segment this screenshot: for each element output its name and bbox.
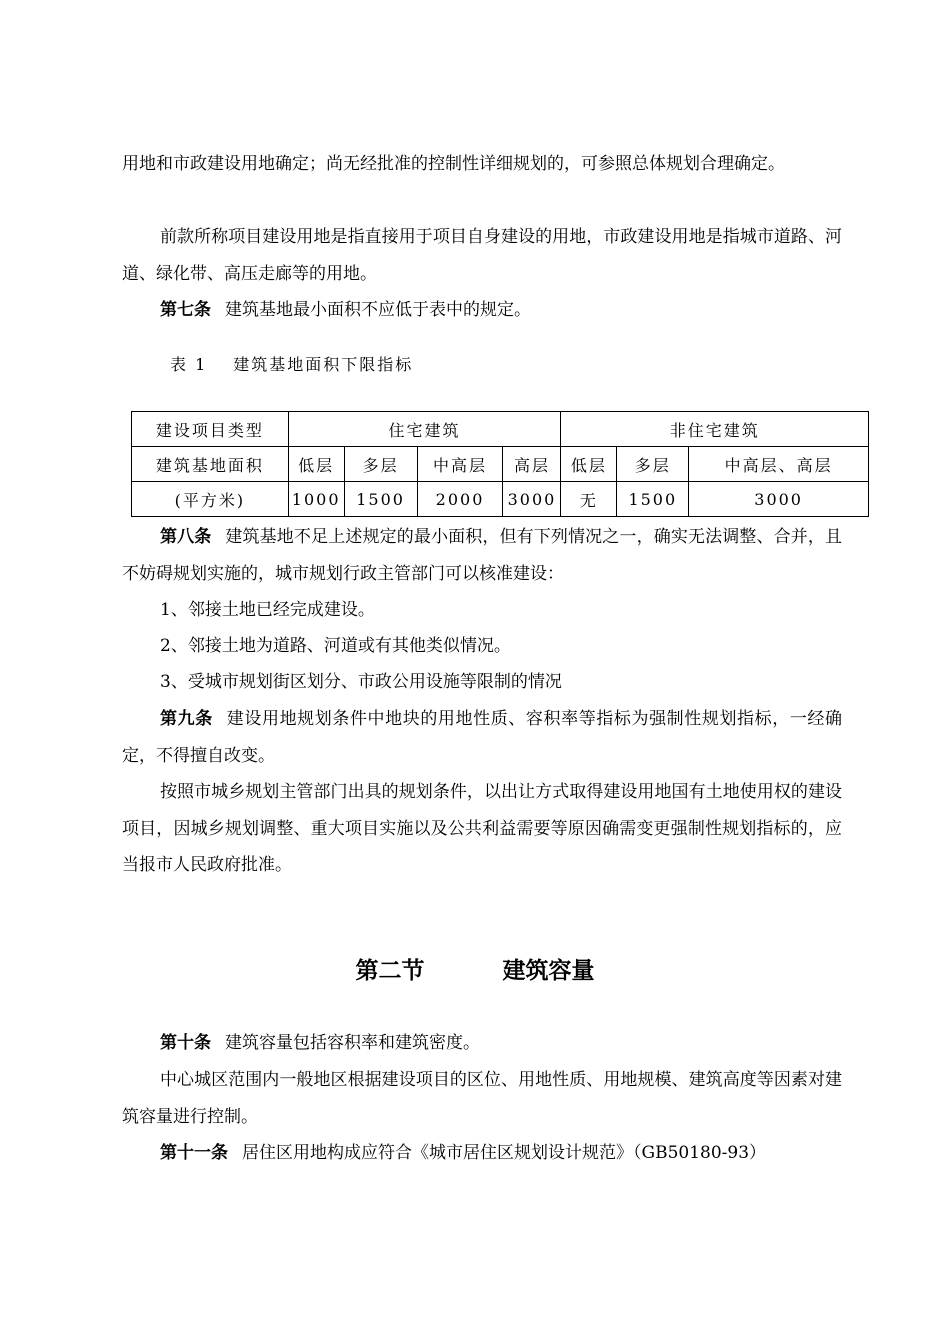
- table-cell: 1000: [288, 482, 344, 517]
- table-cell: 1500: [344, 482, 417, 517]
- header-non-residential: 非住宅建筑: [561, 412, 869, 447]
- article-9: [122, 701, 842, 774]
- section-number: 第二节: [355, 957, 425, 984]
- table-values-row: [132, 482, 869, 517]
- table-caption-number: 表 1: [170, 355, 208, 374]
- section-title-text: 建筑容量: [502, 957, 595, 984]
- min-site-area-table: [131, 411, 869, 517]
- article-10-text: 建筑容量包括容积率和建筑密度。: [225, 1033, 480, 1053]
- article-7-label: 第七条: [160, 300, 211, 320]
- list-item: 3、受城市规划街区划分、市政公用设施等限制的情况: [160, 672, 562, 692]
- article-11-text: 居住区用地构成应符合《城市居住区规划设计规范》（GB50180-93）: [242, 1143, 767, 1163]
- table-cell: 2000: [417, 482, 503, 517]
- section-heading: [0, 952, 950, 985]
- article-11: [122, 1135, 842, 1172]
- paragraph-mandatory-indicators: 按照市城乡规划主管部门出具的规划条件，以出让方式取得建设用地国有土地使用权的建设项目，因城乡规划调整、重大项目实施以及公共利益需要等原因确需变更强制性规划指标的，应当报市人民政府批准。: [122, 782, 842, 875]
- table-subheader-row: [132, 447, 869, 482]
- table-cell: 高层: [503, 447, 561, 482]
- article-8: [122, 519, 842, 592]
- header-project-type: 建设项目类型: [132, 412, 289, 447]
- table-cell: 无: [561, 482, 617, 517]
- table-cell: 多层: [344, 447, 417, 482]
- paragraph-continued: 用地和市政建设用地确定；尚无经批准的控制性详细规划的，可参照总体规划合理确定。: [122, 154, 785, 174]
- table-cell: 中高层: [417, 447, 503, 482]
- table-caption-title: 建筑基地面积下限指标: [233, 355, 414, 374]
- article-8-label: 第八条: [160, 527, 212, 547]
- table-cell: 3000: [503, 482, 561, 517]
- table-cell: 3000: [689, 482, 869, 517]
- article-8-text: 建筑基地不足上述规定的最小面积，但有下列情况之一，确实无法调整、合并，且不妨碍规划实施的，城市规划行政主管部门可以核准建设：: [122, 527, 843, 584]
- row-label-site-area: 建筑基地面积: [132, 447, 289, 482]
- article-11-label: 第十一条: [160, 1143, 228, 1163]
- article-7: [122, 292, 842, 329]
- row-label-unit: (平方米): [132, 482, 289, 517]
- table-cell: 低层: [288, 447, 344, 482]
- table-caption: [170, 352, 413, 375]
- table-cell: 低层: [561, 447, 617, 482]
- table-cell: 中高层、高层: [689, 447, 869, 482]
- table-cell: 多层: [617, 447, 689, 482]
- paragraph-project-land: 前款所称项目建设用地是指直接用于项目自身建设的用地，市政建设用地是指城市道路、河道、绿化带、高压走廊等的用地。: [122, 227, 842, 284]
- article-10: [122, 1025, 842, 1062]
- table-header-row: [132, 412, 869, 447]
- article-9-text: 建设用地规划条件中地块的用地性质、容积率等指标为强制性规划指标，一经确定，不得擅自改变。: [122, 709, 843, 766]
- article-10-label: 第十条: [160, 1033, 211, 1053]
- header-residential: 住宅建筑: [288, 412, 561, 447]
- article-9-label: 第九条: [160, 709, 213, 729]
- article-7-text: 建筑基地最小面积不应低于表中的规定。: [225, 300, 531, 320]
- table-cell: 1500: [617, 482, 689, 517]
- list-item: 2、邻接土地为道路、河道或有其他类似情况。: [160, 636, 511, 656]
- list-item: 1、邻接土地已经完成建设。: [160, 600, 375, 620]
- paragraph-capacity-control: 中心城区范围内一般地区根据建设项目的区位、用地性质、用地规模、建筑高度等因素对建筑容量进行控制。: [122, 1070, 842, 1127]
